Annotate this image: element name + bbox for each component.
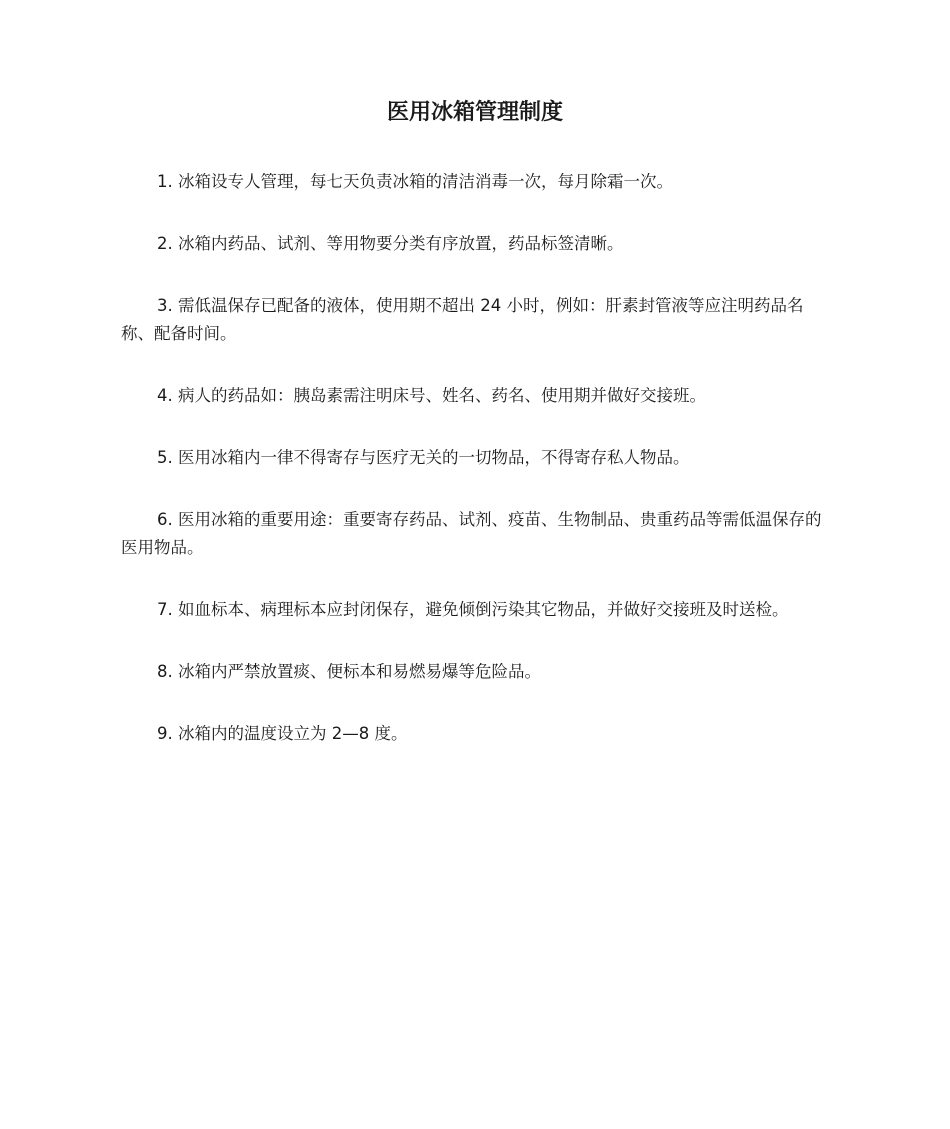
rule-item-6: 6. 医用冰箱的重要用途：重要寄存药品、试剂、疫苗、生物制品、贵重药品等需低温保存的医用物品。	[121, 510, 822, 557]
rule-item-1: 1. 冰箱设专人管理，每七天负责冰箱的清洁消毒一次，每月除霜一次。	[157, 172, 673, 191]
rule-item-3: 3. 需低温保存已配备的液体，使用期不超出 24 小时，例如：肝素封管液等应注明药品名称、配备时间。	[121, 296, 804, 343]
rule-item-7: 7. 如血标本、病理标本应封闭保存，避免倾倒污染其它物品，并做好交接班及时送检。	[157, 600, 789, 619]
rule-item-8: 8. 冰箱内严禁放置痰、便标本和易燃易爆等危险品。	[157, 662, 541, 681]
rule-item-5: 5. 医用冰箱内一律不得寄存与医疗无关的一切物品，不得寄存私人物品。	[157, 448, 690, 467]
rules-list	[121, 168, 833, 782]
rule-item-9: 9. 冰箱内的温度设立为 2—8 度。	[157, 724, 408, 743]
rule-item-4: 4. 病人的药品如：胰岛素需注明床号、姓名、药名、使用期并做好交接班。	[157, 386, 706, 405]
rule-item-2: 2. 冰箱内药品、试剂、等用物要分类有序放置，药品标签清晰。	[157, 234, 624, 253]
document-title: 医用冰箱管理制度	[386, 100, 563, 125]
